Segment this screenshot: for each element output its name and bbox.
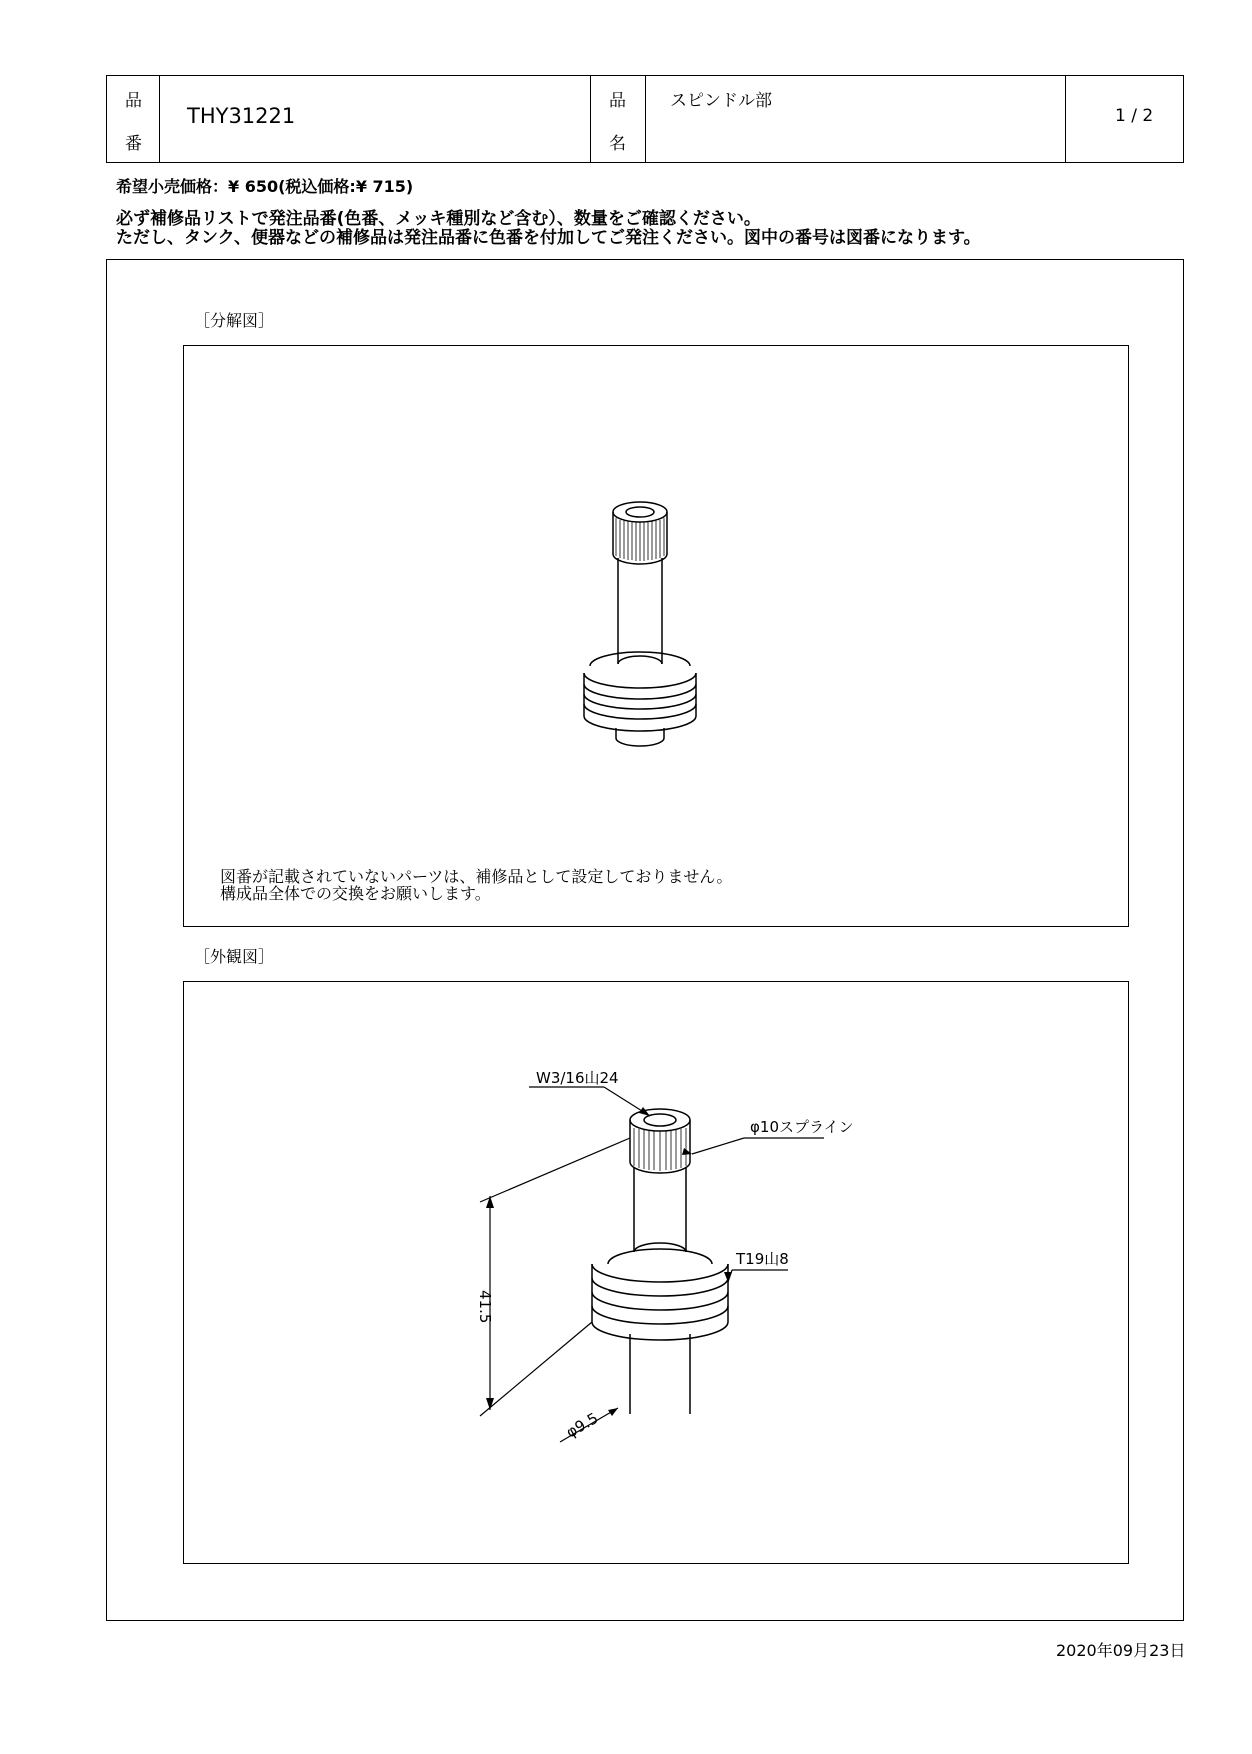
spline-spec: φ10スプライン <box>750 1118 854 1136</box>
exploded-note <box>220 868 732 902</box>
exploded-note-line-2: 構成品全体での交換をお願いします。 <box>220 884 491 903</box>
part-number: THY31221 <box>187 104 296 128</box>
order-notice-line-1: 必ず補修品リストで発注品番(色番、メッキ種別など含む）、数量をご確認ください。 <box>116 209 761 229</box>
body-thread-spec: T19山8 <box>736 1250 789 1268</box>
exploded-view-label: ［分解図］ <box>194 311 275 330</box>
part-number-label-bottom: 番 <box>125 134 142 154</box>
exploded-view-panel <box>183 345 1129 927</box>
part-name: スピンドル部 <box>670 91 772 111</box>
height-dimension: 41.5 <box>476 1290 494 1324</box>
thread-top-spec: W3/16山24 <box>536 1069 619 1087</box>
exploded-note-line-1: 図番が記載されていないパーツは、補修品として設定しておりません。 <box>220 867 733 886</box>
order-notice <box>116 210 981 248</box>
part-number-label-top: 品 <box>125 91 142 111</box>
exterior-view-panel <box>183 981 1129 1564</box>
issue-date: 2020年09月23日 <box>1056 1641 1186 1660</box>
title-block <box>106 75 1184 163</box>
exterior-view-label: ［外観図］ <box>194 947 275 966</box>
price-line: 希望小売価格：¥ 650(税込価格:¥ 715) <box>116 177 414 196</box>
part-name-label-top: 品 <box>609 91 626 111</box>
spindle-exploded-drawing <box>184 346 1130 928</box>
part-name-label-bottom: 名 <box>609 134 626 154</box>
order-notice-line-2: ただし、タンク、便器などの補修品は発注品番に色番を付加してご発注ください。図中の番号は図番になります。 <box>116 228 981 248</box>
stem-diameter-spec: φ9.5 <box>563 1409 602 1442</box>
page-number: 1 / 2 <box>1115 106 1154 126</box>
spindle-exterior-drawing <box>184 982 1130 1565</box>
